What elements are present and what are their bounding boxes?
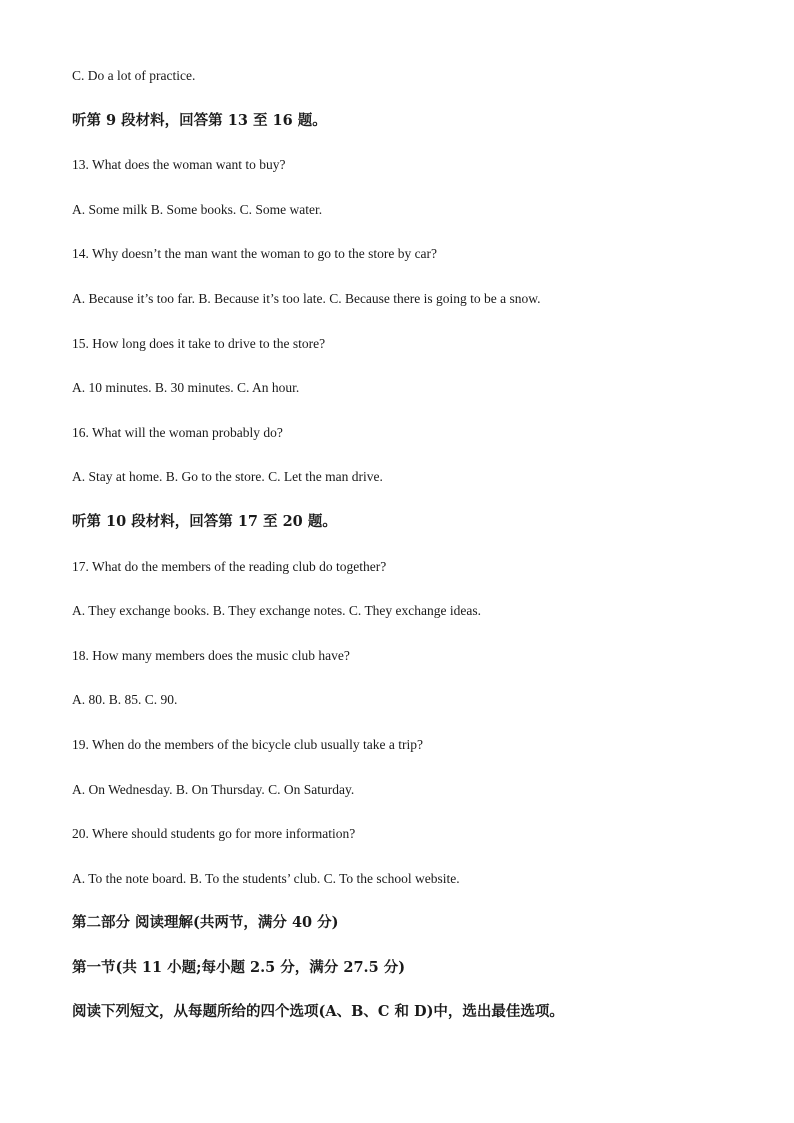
options-13: A. Some milk B. Some books. C. Some water. [72,201,323,217]
options-20: A. To the note board. B. To the students’ club. C. To the school website. [72,870,460,886]
section-one-heading: 第一节(共 11 小题;每小题 2.5 分，满分 27.5 分) [72,958,406,976]
options-18: A. 80. B. 85. C. 90. [72,692,178,708]
question-19: 19. When do the members of the bicycle club usually take a trip? [72,736,424,752]
option-line-12c: C. Do a lot of practice. [72,68,196,83]
section-heading-passage-9: 听第 9 段材料，回答第 13 至 16 题。 [72,111,327,129]
part-two-heading: 第二部分 阅读理解(共两节，满分 40 分) [72,914,339,932]
question-15: 15. How long does it take to drive to the store? [72,335,326,351]
options-19: A. On Wednesday. B. On Thursday. C. On Saturday. [72,781,355,797]
document-page [72,66,732,1047]
question-17: 17. What do the members of the reading club do together? [72,558,387,574]
question-18: 18. How many members does the music club have? [72,647,350,663]
reading-instructions: 阅读下列短文，从每题所给的四个选项(A、B、C 和 D)中，选出最佳选项。 [72,1003,564,1021]
question-13: 13. What does the woman want to buy? [72,157,286,173]
question-14: 14. Why doesn’t the man want the woman to go to the store by car? [72,246,438,262]
question-20: 20. Where should students go for more information? [72,826,356,842]
question-16: 16. What will the woman probably do? [72,424,283,440]
options-15: A. 10 minutes. B. 30 minutes. C. An hour. [72,380,300,396]
section-heading-passage-10: 听第 10 段材料，回答第 17 至 20 题。 [72,512,337,530]
options-17: A. They exchange books. B. They exchange notes. C. They exchange ideas. [72,603,482,619]
options-14: A. Because it’s too far. B. Because it’s too late. C. Because there is going to be a snow. [72,290,541,306]
options-16: A. Stay at home. B. Go to the store. C. Let the man drive. [72,469,383,485]
